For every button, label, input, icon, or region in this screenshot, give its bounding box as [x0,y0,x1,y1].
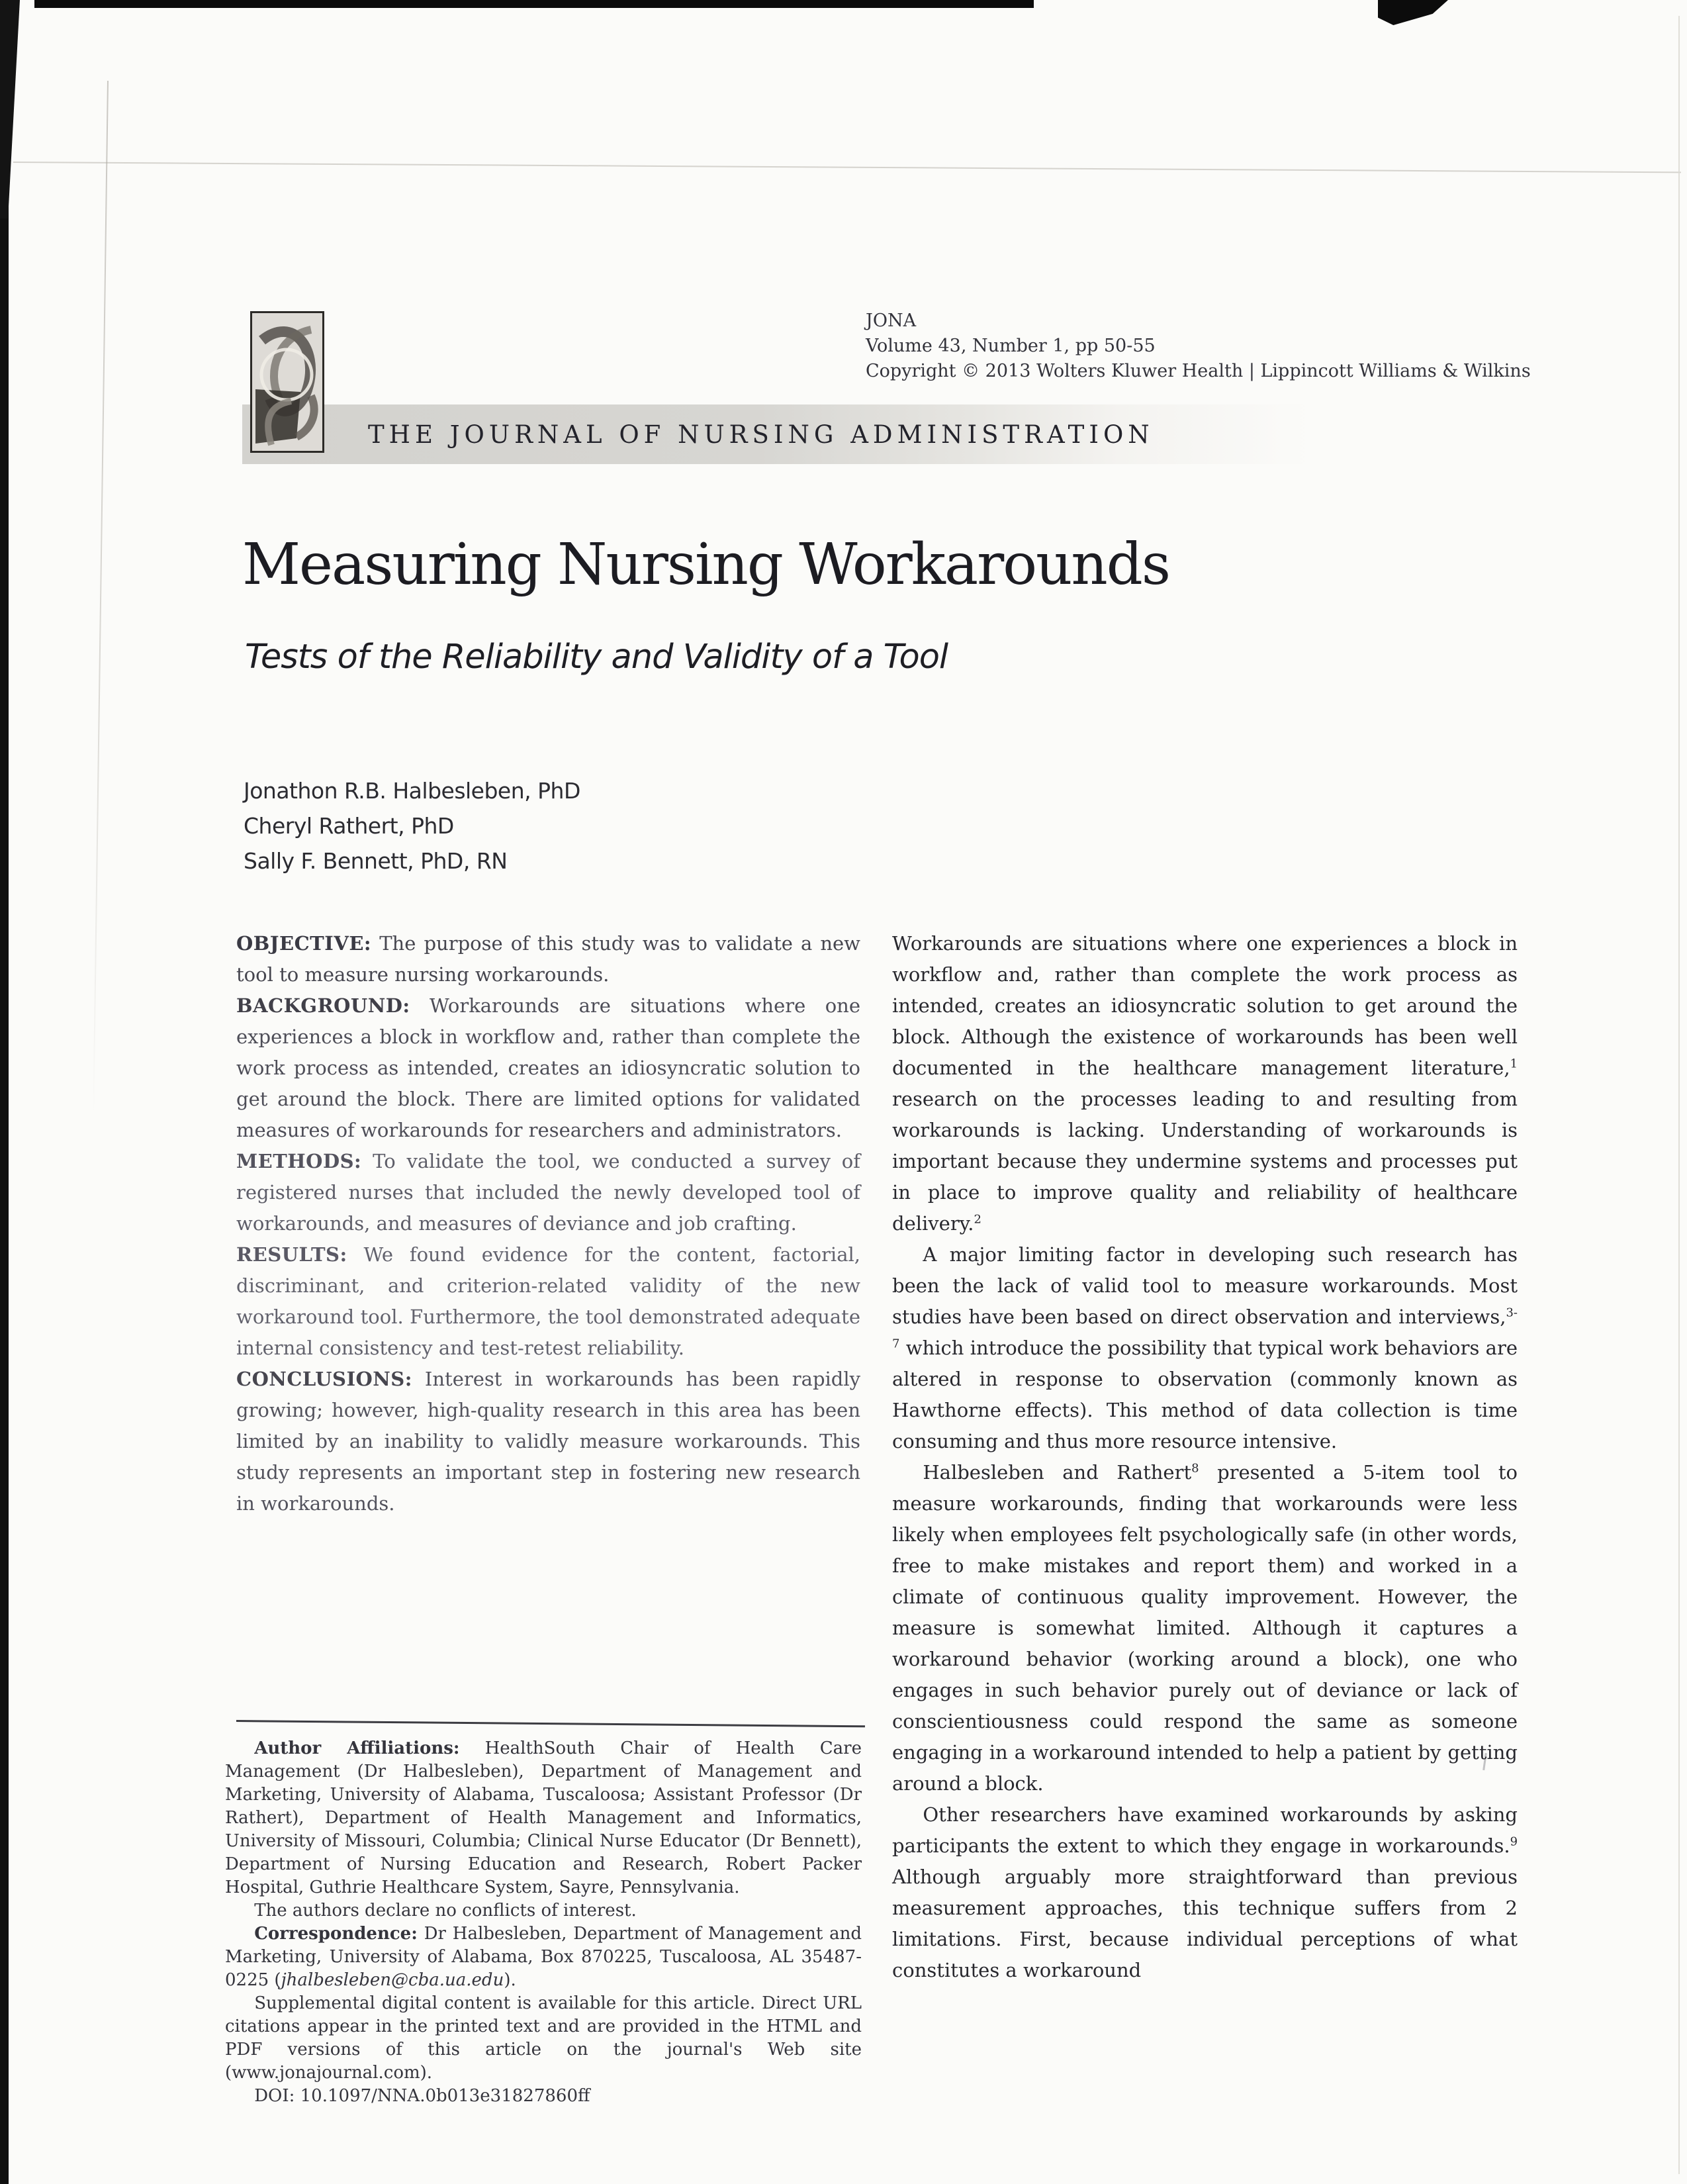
footnote-supplemental: Supplemental digital content is available for this article. Direct URL citations appear in the printed text and are provided in the HTML and PDF versions of this article on the journal's Web site (www.jonajournal.com). [225,1993,862,2083]
scan-edge-right [1678,16,1680,2174]
abstract-section: BACKGROUND: Workarounds are situations where one experiences a block in workflow and, rather than complete the work process as intended, creates an idiosyncratic solution to get around the block. There are limited options for validated measures of workarounds for researchers and administrators. [236,994,860,1141]
article-subtitle: Tests of the Reliability and Validity of a Tool [245,638,948,677]
footnotes-block [225,1737,862,2108]
journal-banner-title: THE JOURNAL OF NURSING ADMINISTRATION [368,420,1154,449]
journal-banner [242,404,1312,464]
correspondence-email: jhalbesleben@cba.ua.edu [281,1970,504,1990]
reference-superscript: 2 [974,1212,981,1227]
scan-edge-left-wedge [0,0,20,218]
body-paragraph: Workarounds are situations where one experiences a block in workflow and, rather than complete the work process as intended, creates an idiosyncratic solution to get around the block. Although the existence of workarounds has been well documented in the healthcare management literature,$^1$ research on the processes leading to and resulting from workarounds is lacking. Understanding of workarounds is important because they undermine systems and processes put in place to improve quality and reliability of healthcare delivery.$^2$ [892,932,1518,1235]
reference-superscript: 9 [1510,1834,1518,1849]
scan-edge-left [0,0,9,2184]
journal-issue-line: Volume 43, Number 1, pp 50-55 [866,336,1156,356]
abstract-section-label: BACKGROUND: [236,994,410,1017]
author-name: Sally F. Bennett, PhD, RN [244,848,508,874]
reference-superscript: 1 [1510,1057,1518,1071]
journal-logo [250,311,324,453]
abstract-section-label: METHODS: [236,1150,362,1172]
footnote-doi: DOI: 10.1097/NNA.0b013e31827860ff [254,2086,590,2106]
footnote-correspondence-label: Correspondence: [254,1924,418,1944]
body-paragraph: Other researchers have examined workarounds by asking participants the extent to which they engage in workarounds.$^9$ Although arguably more straightforward than previous measurement approaches, this technique suffers from 2 limitations. First, because individual perceptions of what constitutes a workaround [892,1803,1518,1981]
journal-copyright-line: Copyright © 2013 Wolters Kluwer Health | Lippincott Williams & Wilkins [866,361,1531,381]
journal-citation-block [866,309,1647,384]
footnote-affiliations [225,1737,862,1899]
body-column [892,928,1518,1986]
body-paragraph: A major limiting factor in developing such research has been the lack of valid tool to measure workarounds. Most studies have been based on direct observation and interviews,$^{3-7}$ which introduce the possibility that typical work behaviors are altered in response to observation (commonly known as Hawthorne effects). This method of data collection is time consuming and thus more resource intensive. [892,1243,1518,1452]
abstract-column [236,928,860,1519]
abstract-section-label: RESULTS: [236,1243,347,1266]
author-name: Cheryl Rathert, PhD [244,813,454,839]
footnote-conflicts: The authors declare no conflicts of interest. [254,1901,637,1921]
footnote-affiliations-label: Author Affiliations: [254,1738,460,1758]
scan-edge-top-bar [34,0,1034,8]
scan-crease-line [93,81,109,1114]
abstract-section: CONCLUSIONS: Interest in workarounds has been rapidly growing; however, high-quality research in this area has been limited by an inability to validly measure workarounds. This study represents an important step in fostering new research in workarounds. [236,1368,860,1515]
scan-edge-top-right-mark [1378,0,1448,25]
author-list [244,773,580,878]
journal-abbrev: JONA [866,310,917,331]
footnote-correspondence-text-end: ). [504,1970,516,1990]
footnote-affiliations-text: HealthSouth Chair of Health Care Management (Dr Halbesleben), Department of Management and Marketing, University of Alabama, Tuscaloosa; Assistant Professor (Dr Rathert), Department of Health Management and Informatics, University of Missouri, Columbia; Clinical Nurse Educator (Dr Bennett), Department of Nursing Education and Research, Robert Packer Hospital, Guthrie Healthcare System, Sayre, Pennsylvania. [225,1738,862,1897]
article-title: Measuring Nursing Workarounds [242,532,1169,598]
footnote-correspondence [225,1923,862,1992]
abstract-section-label: OBJECTIVE: [236,932,372,955]
footnote-correspondence-text: Dr Halbesleben, Department of Management and Marketing, University of Alabama, Box 870225, Tuscaloosa, AL 35487-0225 ( [225,1924,862,1990]
abstract-section: METHODS: To validate the tool, we conducted a survey of registered nurses that included the newly developed tool of workarounds, and measures of deviance and job crafting. [236,1150,860,1235]
reference-superscript: 3-7 [892,1306,1518,1351]
scan-page-edge-line [13,162,1681,173]
abstract-section: RESULTS: We found evidence for the content, factorial, discriminant, and criterion-related validity of the new workaround tool. Furthermore, the tool demonstrated adequate internal consistency and test-retest reliability. [236,1243,860,1359]
reference-superscript: 8 [1191,1461,1199,1476]
abstract-section-label: CONCLUSIONS: [236,1368,412,1390]
abstract-section: OBJECTIVE: The purpose of this study was to validate a new tool to measure nursing workarounds. [236,932,860,986]
footnote-rule [236,1720,865,1727]
author-name: Jonathon R.B. Halbesleben, PhD [244,778,580,804]
abstract-swirl-icon [250,311,324,453]
body-paragraph: Halbesleben and Rathert$^8$ presented a 5-item tool to measure workarounds, finding that workarounds were less likely when employees felt psychologically safe (in other words, free to make mistakes and report them) and worked in a climate of continuous quality improvement. However, the measure is somewhat limited. Although it captures a workaround behavior (working around a block), one who engages in such behavior purely out of deviance or lack of conscientiousness could respond the same as someone engaging in a workaround intended to help a patient by getting around a block. [892,1461,1518,1795]
